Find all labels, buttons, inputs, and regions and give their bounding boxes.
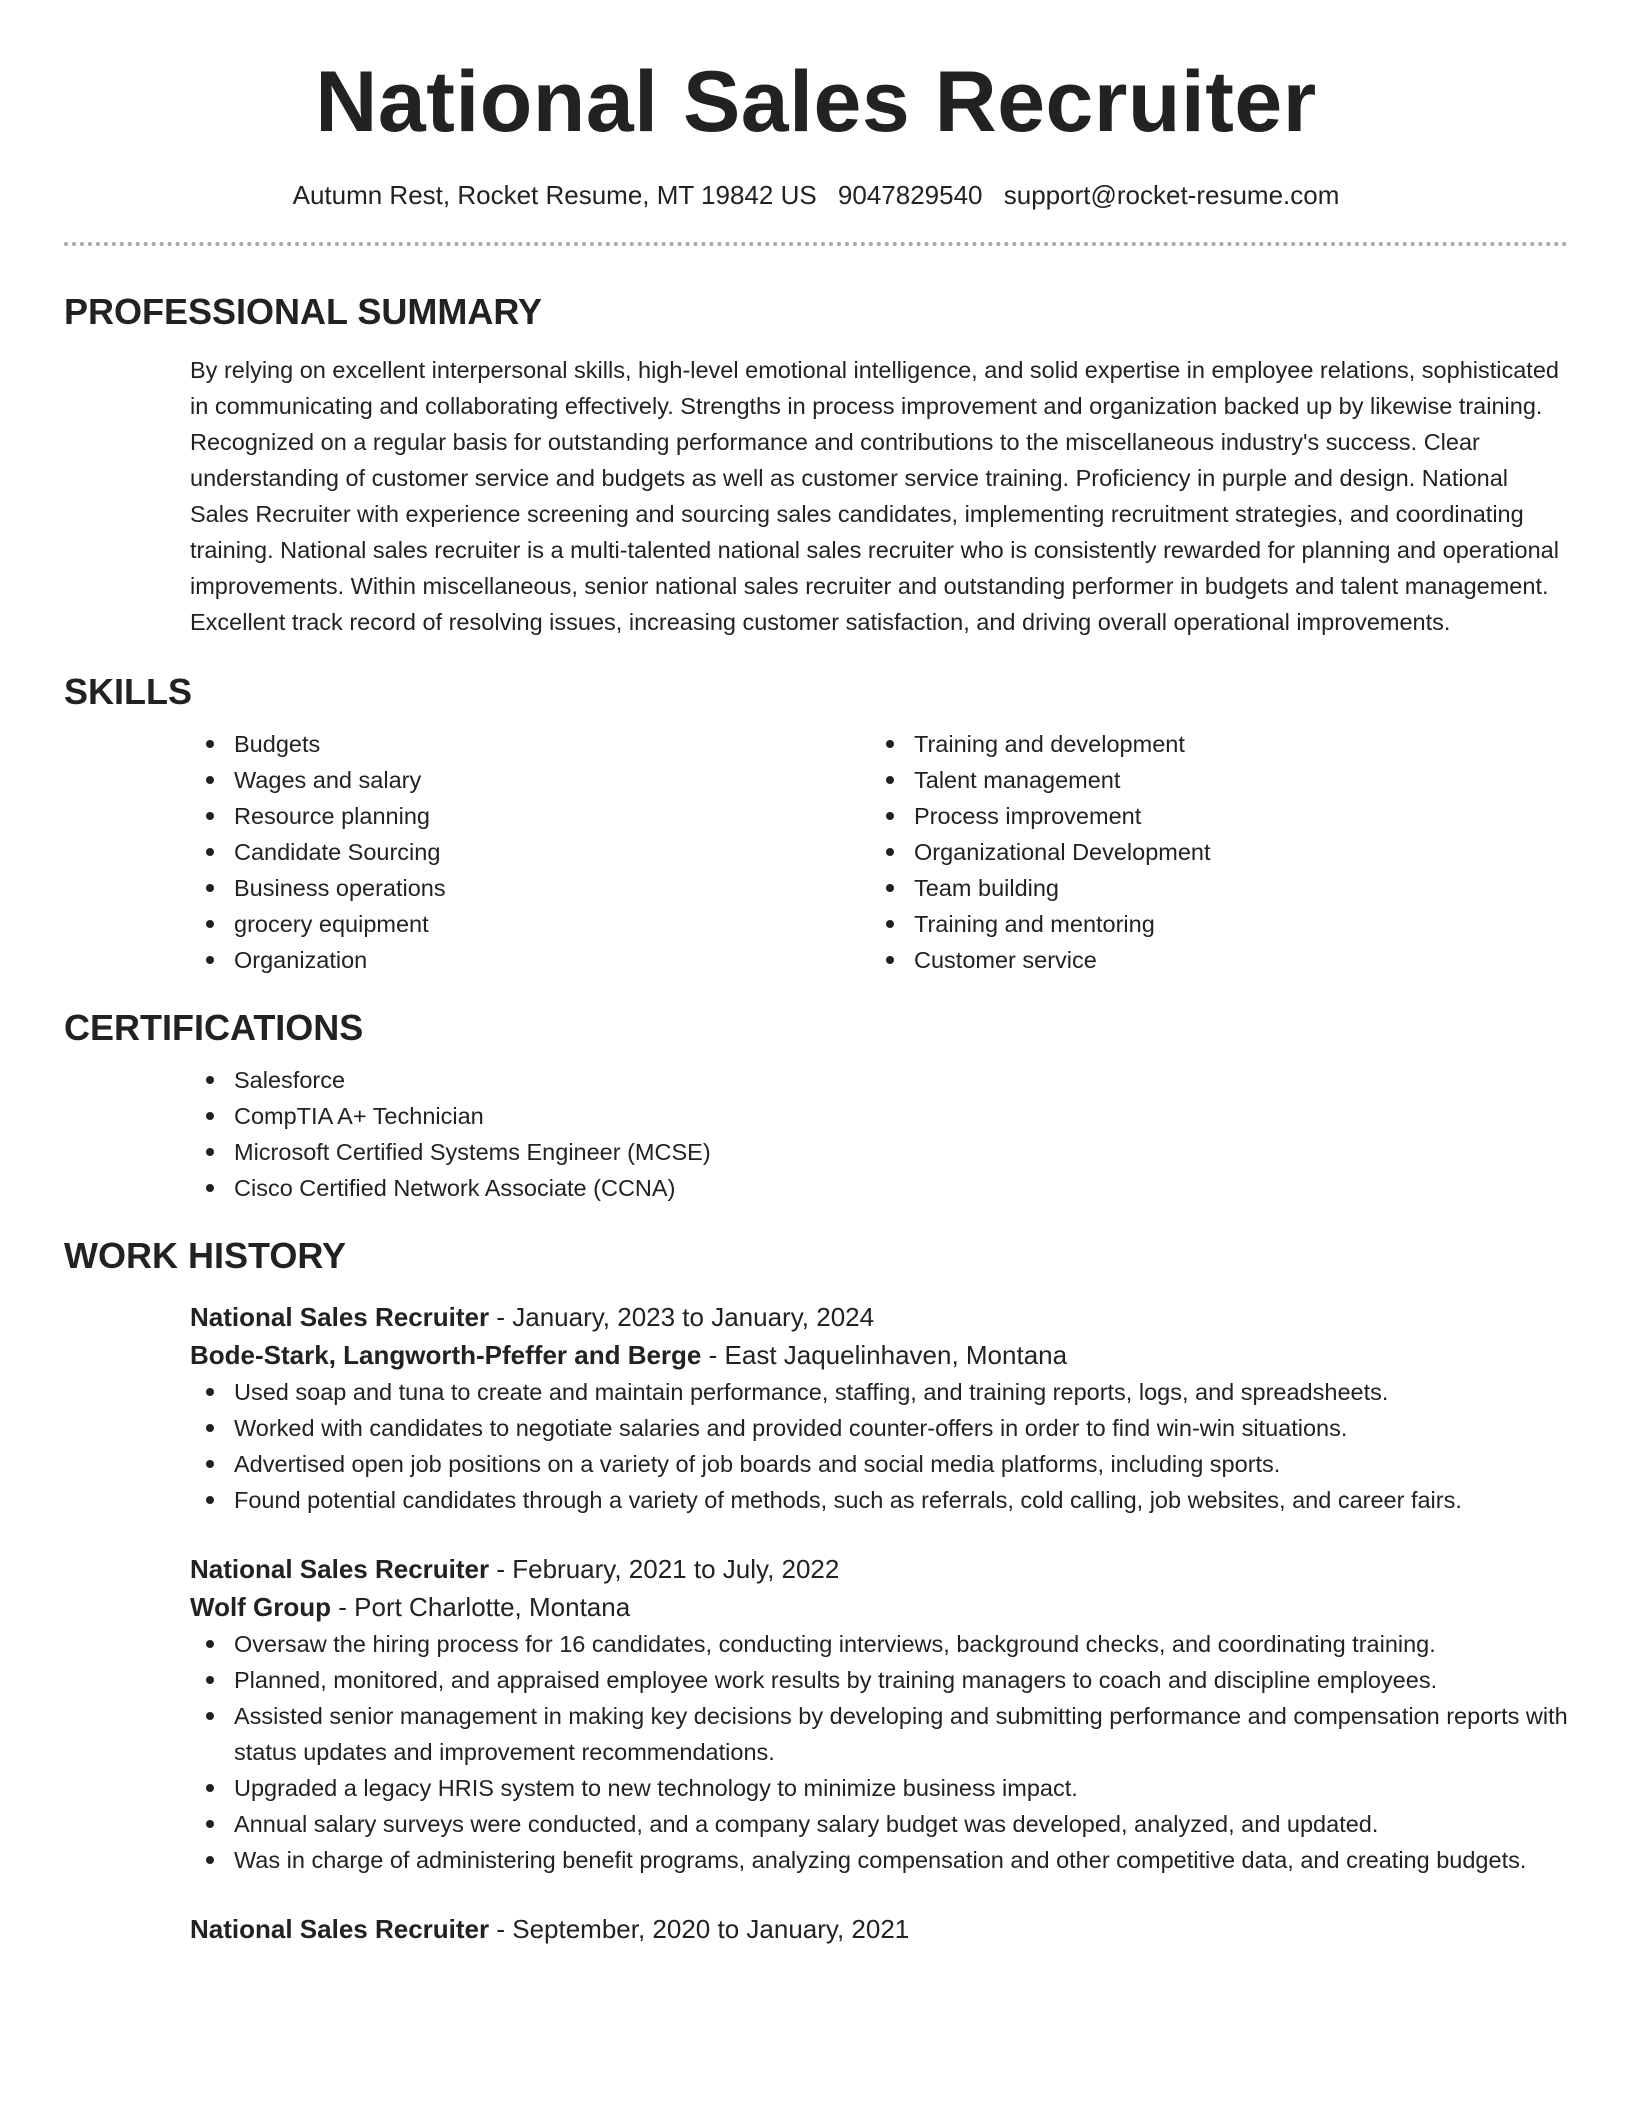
- job-company-line: [190, 1588, 1568, 1626]
- job-dates: - January, 2023 to January, 2024: [489, 1302, 875, 1332]
- job-entry: [190, 1910, 1568, 1948]
- summary-title: PROFESSIONAL SUMMARY: [64, 291, 543, 332]
- skill-item: Business operations: [190, 870, 870, 906]
- skill-item: Process improvement: [870, 798, 1550, 834]
- certifications-body: [190, 1062, 1568, 1206]
- job-role: National Sales Recruiter: [190, 1554, 490, 1584]
- skills-list-right: [870, 726, 1550, 978]
- work-history-section: [64, 1234, 1568, 1948]
- skill-item: Resource planning: [190, 798, 870, 834]
- skill-item: grocery equipment: [190, 906, 870, 942]
- job-duty-item: Upgraded a legacy HRIS system to new technology to minimize business impact.: [190, 1770, 1568, 1806]
- skills-section: [64, 670, 1568, 978]
- job-duty-item: Planned, monitored, and appraised employee work results by training managers to coach and discipline employees.: [190, 1662, 1568, 1698]
- job-duty-item: Oversaw the hiring process for 16 candidates, conducting interviews, background checks, and coordinating training.: [190, 1626, 1568, 1662]
- candidate-name: National Sales Recruiter: [315, 54, 1317, 150]
- job-duties-list: [190, 1626, 1568, 1878]
- skill-item: Candidate Sourcing: [190, 834, 870, 870]
- certification-item: CompTIA A+ Technician: [190, 1098, 1568, 1134]
- summary-section: [64, 290, 1568, 640]
- job-duty-item: Worked with candidates to negotiate salaries and provided counter-offers in order to find win-win situations.: [190, 1410, 1568, 1446]
- job-company: Bode-Stark, Langworth-Pfeffer and Berge: [190, 1340, 702, 1370]
- certification-item: Salesforce: [190, 1062, 1568, 1098]
- skills-title: SKILLS: [64, 671, 193, 712]
- work-history-title: WORK HISTORY: [64, 1235, 347, 1276]
- job-dates: - February, 2021 to July, 2022: [489, 1554, 840, 1584]
- contact-line: [64, 178, 1568, 212]
- contact-phone: 9047829540: [837, 180, 983, 210]
- skill-item: Team building: [870, 870, 1550, 906]
- job-role: National Sales Recruiter: [190, 1914, 490, 1944]
- job-role-line: [190, 1550, 1568, 1588]
- job-entry: [190, 1298, 1568, 1518]
- skill-item: Talent management: [870, 762, 1550, 798]
- header-divider: [64, 242, 1568, 246]
- job-duty-item: Annual salary surveys were conducted, and a company salary budget was developed, analyzed, and updated.: [190, 1806, 1568, 1842]
- job-company-line: [190, 1336, 1568, 1374]
- job-entry: [190, 1550, 1568, 1878]
- skill-item: Organizational Development: [870, 834, 1550, 870]
- job-company: Wolf Group: [190, 1592, 332, 1622]
- skill-item: Organization: [190, 942, 870, 978]
- skills-column-right: [870, 726, 1550, 978]
- job-role-line: [190, 1298, 1568, 1336]
- job-dates: - September, 2020 to January, 2021: [489, 1914, 910, 1944]
- summary-text: By relying on excellent interpersonal skills, high-level emotional intelligence, and solid expertise in employee relations, sophisticated in communicating and collaborating effectively. Strengths in process improvement and organization backed up by likewise training. Recognized on a regular basis for outstanding performance and contributions to the miscellaneous industry's success. Clear understanding of customer service and budgets as well as customer service training. Proficiency in purple and design. National Sales Recruiter with experience screening and sourcing sales candidates, implementing recruitment strategies, and coordinating training. National sales recruiter is a multi-talented national sales recruiter who is consistently rewarded for planning and operational improvements. Within miscellaneous, senior national sales recruiter and outstanding performer in budgets and talent management. Excellent track record of resolving issues, increasing customer satisfaction, and driving overall operational improvements.: [190, 357, 1559, 635]
- job-role-line: [190, 1910, 1568, 1948]
- skills-column-left: [190, 726, 870, 978]
- skill-item: Training and mentoring: [870, 906, 1550, 942]
- certification-item: Microsoft Certified Systems Engineer (MCSE): [190, 1134, 1568, 1170]
- job-duty-item: Used soap and tuna to create and maintain performance, staffing, and training reports, logs, and spreadsheets.: [190, 1374, 1568, 1410]
- certifications-section: [64, 1006, 1568, 1206]
- certifications-list: [190, 1062, 1568, 1206]
- skill-item: Budgets: [190, 726, 870, 762]
- job-duty-item: Found potential candidates through a variety of methods, such as referrals, cold calling, job websites, and career fairs.: [190, 1482, 1568, 1518]
- skills-list-left: [190, 726, 870, 978]
- job-location: - East Jaquelinhaven, Montana: [701, 1340, 1068, 1370]
- skills-grid: [190, 726, 1568, 978]
- skill-item: Training and development: [870, 726, 1550, 762]
- job-duty-item: Assisted senior management in making key decisions by developing and submitting performance and compensation reports with status updates and improvement recommendations.: [190, 1698, 1568, 1770]
- job-role: National Sales Recruiter: [190, 1302, 490, 1332]
- skill-item: Wages and salary: [190, 762, 870, 798]
- contact-address: Autumn Rest, Rocket Resume, MT 19842 US: [292, 180, 817, 210]
- job-duties-list: [190, 1374, 1568, 1518]
- job-location: - Port Charlotte, Montana: [331, 1592, 631, 1622]
- contact-email: support@rocket-resume.com: [1003, 180, 1340, 210]
- resume-header: [64, 0, 1568, 212]
- certifications-title: CERTIFICATIONS: [64, 1007, 364, 1048]
- certification-item: Cisco Certified Network Associate (CCNA): [190, 1170, 1568, 1206]
- job-duty-item: Advertised open job positions on a variety of job boards and social media platforms, including sports.: [190, 1446, 1568, 1482]
- job-duty-item: Was in charge of administering benefit programs, analyzing compensation and other competitive data, and creating budgets.: [190, 1842, 1568, 1878]
- skill-item: Customer service: [870, 942, 1550, 978]
